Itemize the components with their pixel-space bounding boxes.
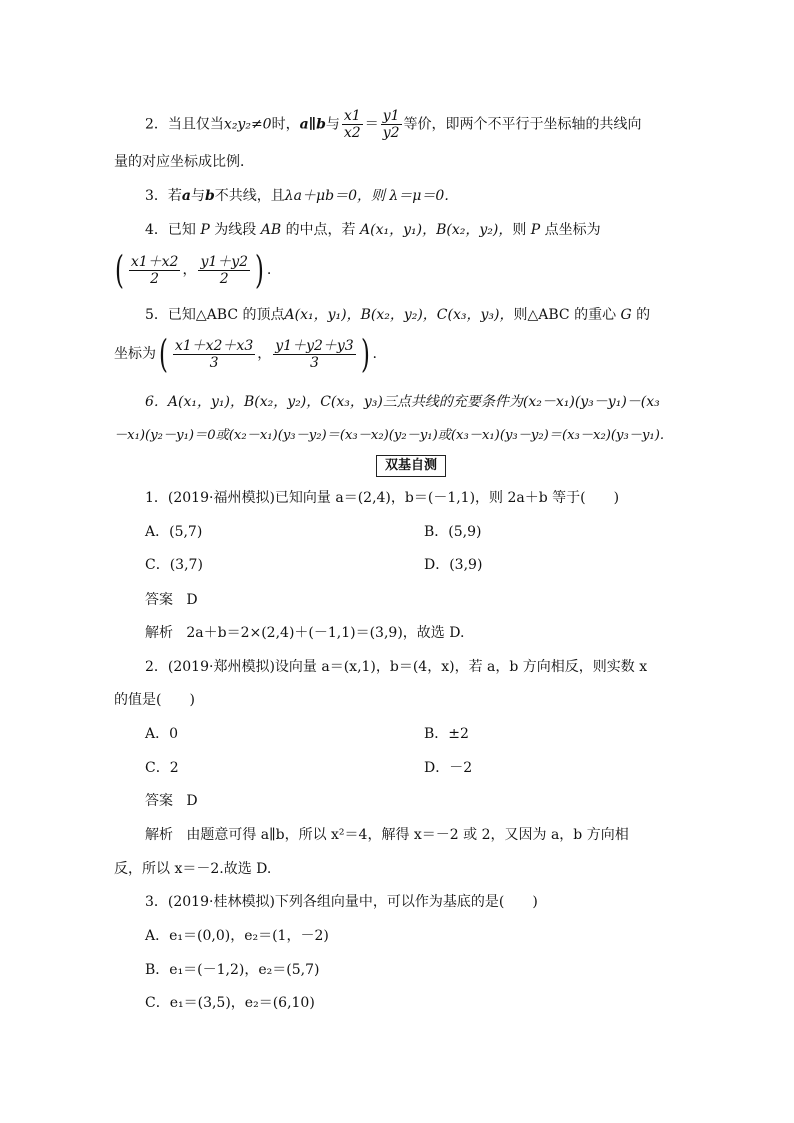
q2-option-c [145, 758, 179, 778]
period: . [266, 262, 272, 278]
text: 3．若 [145, 188, 182, 204]
text: 时， [271, 116, 300, 133]
fraction-mid-y [198, 254, 250, 287]
q3-stem [145, 892, 538, 912]
text: A．(5,7) [145, 524, 203, 540]
math: a∥b [299, 116, 326, 133]
paren: ) [360, 332, 370, 376]
math: a [181, 188, 191, 204]
comma: ， [257, 346, 272, 362]
math: G [620, 307, 632, 323]
text: 2．当且仅当 [145, 116, 224, 133]
q2-option-a [145, 724, 178, 744]
text: B．e₁＝(－1,2)，e₂＝(5,7) [145, 962, 320, 978]
fraction-mid-x [129, 254, 181, 287]
math: b [205, 188, 215, 204]
text: B．(5,9) [424, 524, 482, 540]
label: 解析 [145, 827, 173, 843]
text: 3．(2019·桂林模拟)下列各组向量中，可以作为基底的是( ) [145, 894, 538, 910]
den: y2 [382, 125, 400, 141]
math: 6．A(x₁，y₁)，B(x₂，y₂)，C(x₃，y₃)三点共线的充要条件为(x₂－x₁)(y₃－y₁)－(x₃ [145, 394, 660, 410]
text: 的值是( ) [114, 692, 195, 708]
q1-option-d [424, 555, 482, 575]
text: 坐标为 [114, 346, 156, 362]
q2-option-b [424, 724, 469, 744]
text: C．2 [145, 760, 179, 776]
den: 2 [129, 270, 181, 287]
text: 则 [512, 222, 527, 238]
num: x1＋x2＋x3 [174, 337, 254, 354]
text: D．(3,9) [424, 557, 483, 573]
label: 解析 [145, 625, 173, 641]
math: AB [260, 222, 282, 238]
text: 与 [325, 116, 340, 133]
label: 答案 [145, 793, 173, 809]
num: y1＋y2 [200, 253, 249, 270]
q3-option-a [145, 926, 329, 946]
text: 点坐标为 [544, 222, 601, 238]
item-4-line1 [145, 220, 601, 240]
text: B．±2 [424, 726, 469, 742]
math: A(x₁，y₁)，B(x₂，y₂)， [360, 222, 513, 238]
item-6-line1 [145, 392, 660, 412]
item-4-line2 [112, 250, 271, 290]
paren: ) [255, 248, 264, 292]
text: 等价，即两个不平行于坐标轴的共线向 [403, 116, 642, 133]
num: x1＋x2 [130, 253, 179, 270]
num: y1 [382, 108, 400, 124]
text: 2．(2019·郑州模拟)设向量 a＝(x,1)，b＝(4，x)，若 a，b 方向相反，则实数 x [145, 659, 648, 675]
num: y1＋y2＋y3 [275, 337, 354, 354]
q2-answer [145, 791, 198, 811]
num: x1 [343, 108, 361, 124]
q1-analysis [145, 623, 464, 643]
text: A．e₁＝(0,0)，e₂＝(1，－2) [145, 928, 329, 944]
text: 5．已知△ABC 的顶点 [145, 307, 285, 323]
item-2-line1 [145, 108, 642, 141]
q2-analysis [145, 825, 629, 845]
den: x2 [343, 125, 361, 141]
q3-option-b [145, 960, 319, 980]
text: D．－2 [424, 760, 473, 776]
q1-option-c [145, 555, 203, 575]
text: 反，所以 x＝－2.故选 D. [114, 861, 272, 877]
math: －x₁)(y₂－y₁)＝0或(x₂－x₁)(y₃－y₂)＝(x₃－x₂)(y₂－y₁)或(x₃－x₁)(y₃－y₂)＝(x₃－x₂)(y₃－y₁). [114, 428, 665, 443]
fraction-g-y [273, 338, 355, 371]
text: 为线段 [214, 222, 257, 238]
paren: ( [114, 248, 124, 292]
text: A．0 [145, 726, 179, 742]
label: 答案 [145, 592, 173, 608]
text: 由题意可得 a∥b，所以 x²＝4，解得 x＝－2 或 2，又因为 a，b 方向相 [186, 827, 629, 843]
den: 2 [198, 270, 250, 287]
paren: ( [158, 332, 168, 376]
q2-option-d [424, 758, 472, 778]
fraction-g-x [173, 338, 255, 371]
item-6-line2 [114, 426, 664, 446]
den: 3 [173, 354, 255, 371]
fraction-x [342, 108, 363, 141]
text: C．e₁＝(3,5)，e₂＝(6,10) [145, 995, 315, 1011]
value: D [186, 592, 198, 608]
q3-option-c [145, 993, 315, 1013]
q2-stem [145, 657, 647, 677]
value: D [186, 793, 198, 809]
q1-option-a [145, 522, 202, 542]
item-2-line2 [114, 152, 254, 172]
text: 的 [636, 307, 651, 323]
text: 则△ABC 的重心 [513, 307, 617, 323]
text: 2a＋b＝2×(2,4)＋(－1,1)＝(3,9)，故选 D. [186, 625, 465, 641]
comma: ， [182, 262, 197, 278]
math: A(x₁，y₁)，B(x₂，y₂)，C(x₃，y₃)， [284, 307, 514, 323]
math: x₂y₂≠0 [223, 116, 272, 133]
q1-option-b [424, 522, 481, 542]
text: 与 [191, 188, 205, 204]
eq: ＝ [364, 116, 379, 133]
q1-answer [145, 590, 198, 610]
text: 4．已知 [145, 222, 196, 238]
text: 量的对应坐标成比例． [114, 154, 254, 170]
q2-analysis-2 [114, 859, 271, 879]
text: 的中点，若 [285, 222, 356, 238]
item-5-line2 [114, 334, 377, 374]
item-3 [145, 186, 449, 206]
period: . [372, 346, 377, 362]
math: P [200, 222, 210, 238]
section-title-badge: 双基自测 [376, 455, 446, 477]
q1-stem [145, 488, 619, 508]
den: 3 [273, 354, 355, 371]
text: 不共线，且 [214, 188, 285, 204]
math: λa＋μb＝0，则 λ＝μ＝0. [284, 188, 449, 204]
math: P [530, 222, 541, 238]
fraction-y [381, 108, 402, 141]
item-5-line1 [145, 305, 650, 325]
text: 1．(2019·福州模拟)已知向量 a＝(2,4)，b＝(－1,1)，则 2a＋b 等于( ) [145, 490, 620, 506]
text: C．(3,7) [145, 557, 203, 573]
q2-stem-2 [114, 690, 195, 710]
